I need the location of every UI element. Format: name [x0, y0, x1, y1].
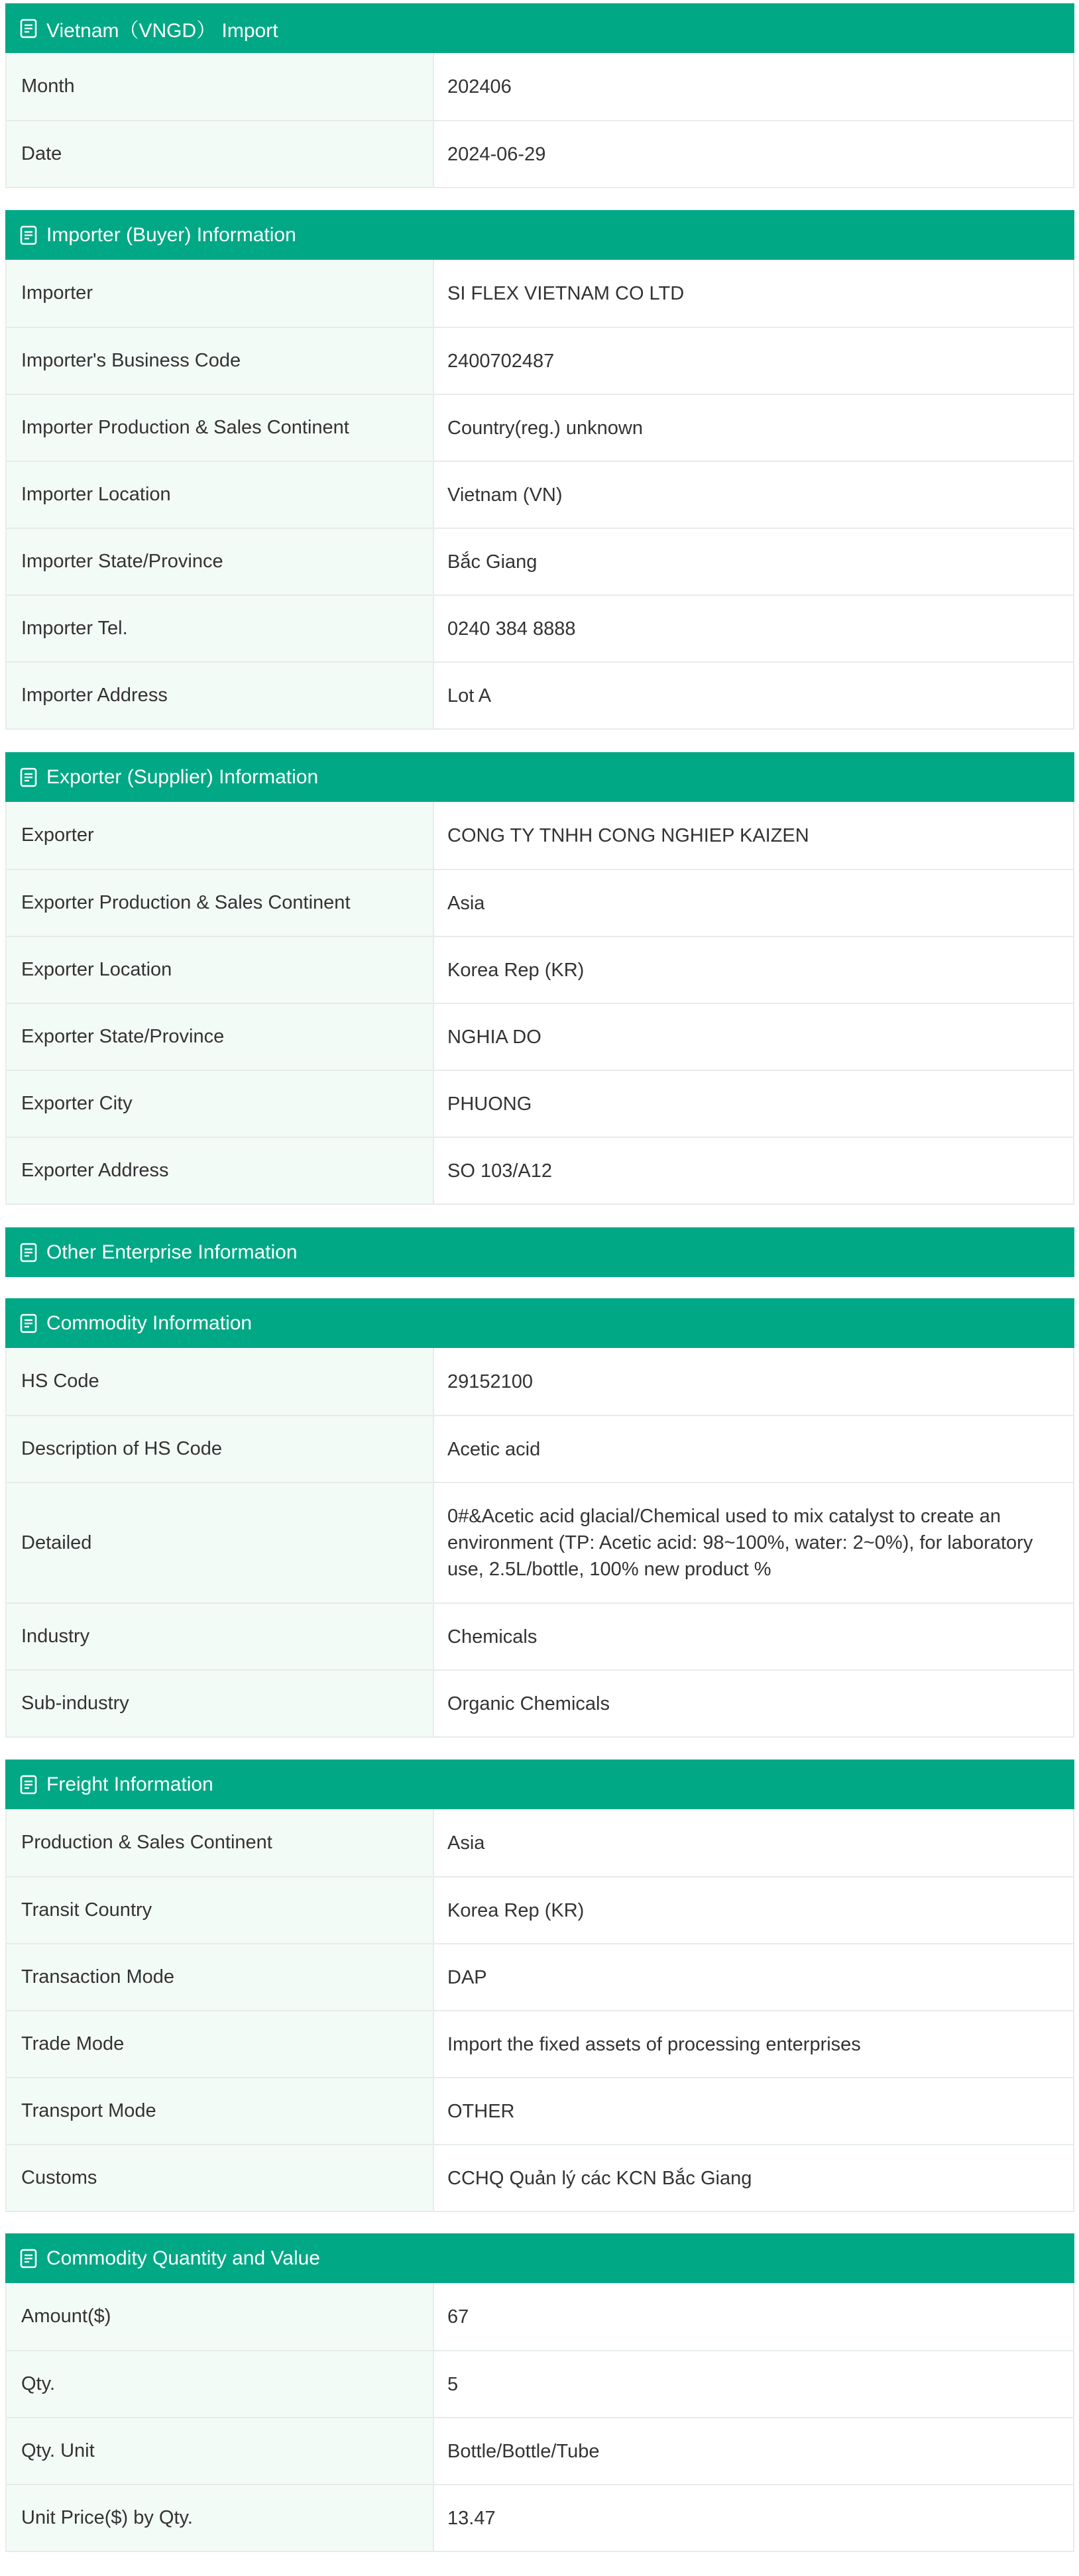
- info-row: [7, 869, 1073, 936]
- row-value: SO 103/A12: [447, 1160, 552, 1182]
- info-row: [7, 1348, 1073, 1415]
- section-title: Exporter (Supplier) Information: [46, 765, 319, 788]
- row-value: 0240 384 8888: [447, 618, 576, 640]
- info-row: [7, 2350, 1073, 2417]
- section-quantity: [5, 2233, 1074, 2552]
- row-label: Detailed: [7, 1483, 434, 1602]
- info-row: [7, 1482, 1073, 1602]
- section-title: Commodity Quantity and Value: [46, 2247, 320, 2269]
- section-header-quantity: [5, 2233, 1074, 2283]
- section-title: Freight Information: [46, 1773, 213, 1795]
- info-row: [7, 2484, 1073, 2551]
- row-value: NGHIA DO: [447, 1026, 541, 1048]
- row-value: 67: [447, 2306, 469, 2327]
- section-basic: [5, 3, 1074, 188]
- row-value: 0#&Acetic acid glacial/Chemical used to mix catalyst to create an environment (TP: Acetic acid: 98~100%, water: 2~0%), for laboratory use, 2.5L/bottle, 100% new product %: [447, 1506, 1033, 1580]
- info-row: [7, 1809, 1073, 1876]
- row-value: 202406: [447, 76, 512, 97]
- info-row: [7, 1602, 1073, 1669]
- row-value: Korea Rep (KR): [447, 959, 585, 981]
- info-row: [7, 120, 1073, 187]
- section-commodity: [5, 1298, 1074, 1738]
- document-icon: [19, 767, 38, 788]
- info-row: [7, 1943, 1073, 2010]
- row-value: Vietnam (VN): [447, 484, 563, 506]
- document-icon: [19, 1313, 38, 1334]
- info-row: [7, 802, 1073, 869]
- info-row: [7, 1137, 1073, 1204]
- row-label: Industry: [7, 1604, 434, 1669]
- row-label: Exporter State/Province: [7, 1004, 434, 1070]
- section-title: Vietnam（VNGD） Import: [46, 19, 278, 42]
- document-icon: [19, 18, 38, 39]
- section-rows: [5, 802, 1074, 1205]
- document-icon: [19, 225, 38, 246]
- section-rows: [5, 1348, 1074, 1738]
- section-header-freight: [5, 1760, 1074, 1809]
- info-row: [7, 2010, 1073, 2077]
- info-row: [7, 1003, 1073, 1070]
- info-row: [7, 2283, 1073, 2350]
- section-importer: [5, 210, 1074, 730]
- info-row: [7, 2144, 1073, 2211]
- row-value: Bắc Giang: [447, 551, 538, 573]
- row-label: Month: [7, 53, 434, 120]
- row-label: Unit Price($) by Qty.: [7, 2485, 434, 2551]
- section-rows: [5, 53, 1074, 188]
- document-icon: [19, 1242, 38, 1263]
- section-header-exporter: [5, 752, 1074, 802]
- row-value: Asia: [447, 892, 485, 914]
- section-rows: [5, 2283, 1074, 2552]
- info-row: [7, 53, 1073, 120]
- row-value: CONG TY TNHH CONG NGHIEP KAIZEN: [447, 824, 809, 846]
- row-label: Production & Sales Continent: [7, 1809, 434, 1876]
- section-title: Other Enterprise Information: [46, 1241, 298, 1263]
- row-label: Transport Mode: [7, 2078, 434, 2144]
- info-row: [7, 1415, 1073, 1482]
- row-label: Customs: [7, 2145, 434, 2211]
- row-label: Exporter Location: [7, 937, 434, 1003]
- row-value: Organic Chemicals: [447, 1693, 610, 1714]
- info-row: [7, 528, 1073, 594]
- row-value: Bottle/Bottle/Tube: [447, 2440, 600, 2462]
- document-icon: [19, 2248, 38, 2269]
- section-header-commodity: [5, 1298, 1074, 1348]
- row-label: Importer's Business Code: [7, 328, 434, 394]
- row-value: SI FLEX VIETNAM CO LTD: [447, 282, 685, 304]
- info-row: [7, 461, 1073, 528]
- row-label: Importer Location: [7, 462, 434, 528]
- info-row: [7, 394, 1073, 461]
- row-label: Exporter City: [7, 1071, 434, 1137]
- section-title: Commodity Information: [46, 1312, 253, 1334]
- row-label: HS Code: [7, 1348, 434, 1415]
- row-value: 13.47: [447, 2507, 496, 2529]
- row-value: CCHQ Quản lý các KCN Bắc Giang: [447, 2167, 752, 2189]
- row-label: Amount($): [7, 2283, 434, 2350]
- row-value: Acetic acid: [447, 1438, 541, 1460]
- row-label: Qty. Unit: [7, 2418, 434, 2484]
- section-header-importer: [5, 210, 1074, 260]
- info-row: [7, 936, 1073, 1003]
- row-value: Asia: [447, 1832, 485, 1854]
- info-row: [7, 2417, 1073, 2484]
- info-row: [7, 661, 1073, 728]
- row-label: Qty.: [7, 2351, 434, 2417]
- row-value: DAP: [447, 1966, 487, 1988]
- row-label: Exporter: [7, 802, 434, 869]
- row-value: Chemicals: [447, 1626, 538, 1648]
- info-row: [7, 1669, 1073, 1736]
- row-label: Importer Production & Sales Continent: [7, 395, 434, 461]
- row-value: 5: [447, 2373, 459, 2395]
- row-value: Lot A: [447, 685, 492, 706]
- section-header-other: [5, 1227, 1074, 1277]
- section-other: [5, 1227, 1074, 1277]
- section-rows: [5, 1809, 1074, 2212]
- section-exporter: [5, 752, 1074, 1205]
- info-row: [7, 1070, 1073, 1137]
- row-label: Date: [7, 121, 434, 187]
- row-label: Importer Tel.: [7, 596, 434, 661]
- row-label: Importer Address: [7, 663, 434, 728]
- row-label: Importer State/Province: [7, 529, 434, 594]
- section-rows: [5, 260, 1074, 730]
- row-value: Import the fixed assets of processing enterprises: [447, 2033, 861, 2055]
- section-freight: [5, 1760, 1074, 2212]
- row-label: Trade Mode: [7, 2011, 434, 2077]
- info-row: [7, 594, 1073, 661]
- row-label: Transit Country: [7, 1877, 434, 1943]
- row-value: 2400702487: [447, 350, 555, 372]
- info-row: [7, 2077, 1073, 2144]
- row-value: 29152100: [447, 1371, 534, 1392]
- row-value: Korea Rep (KR): [447, 1899, 585, 1921]
- row-value: Country(reg.) unknown: [447, 417, 643, 439]
- row-value: PHUONG: [447, 1093, 532, 1115]
- info-row: [7, 1876, 1073, 1943]
- row-label: Transaction Mode: [7, 1944, 434, 2010]
- document-icon: [19, 1774, 38, 1795]
- row-label: Sub-industry: [7, 1671, 434, 1736]
- row-label: Description of HS Code: [7, 1416, 434, 1482]
- row-label: Exporter Address: [7, 1138, 434, 1204]
- section-header-basic: [5, 3, 1074, 53]
- info-row: [7, 260, 1073, 327]
- row-value: OTHER: [447, 2100, 515, 2122]
- row-label: Exporter Production & Sales Continent: [7, 870, 434, 936]
- row-label: Importer: [7, 260, 434, 327]
- section-title: Importer (Buyer) Information: [46, 223, 296, 246]
- info-row: [7, 327, 1073, 394]
- row-value: 2024-06-29: [447, 143, 546, 165]
